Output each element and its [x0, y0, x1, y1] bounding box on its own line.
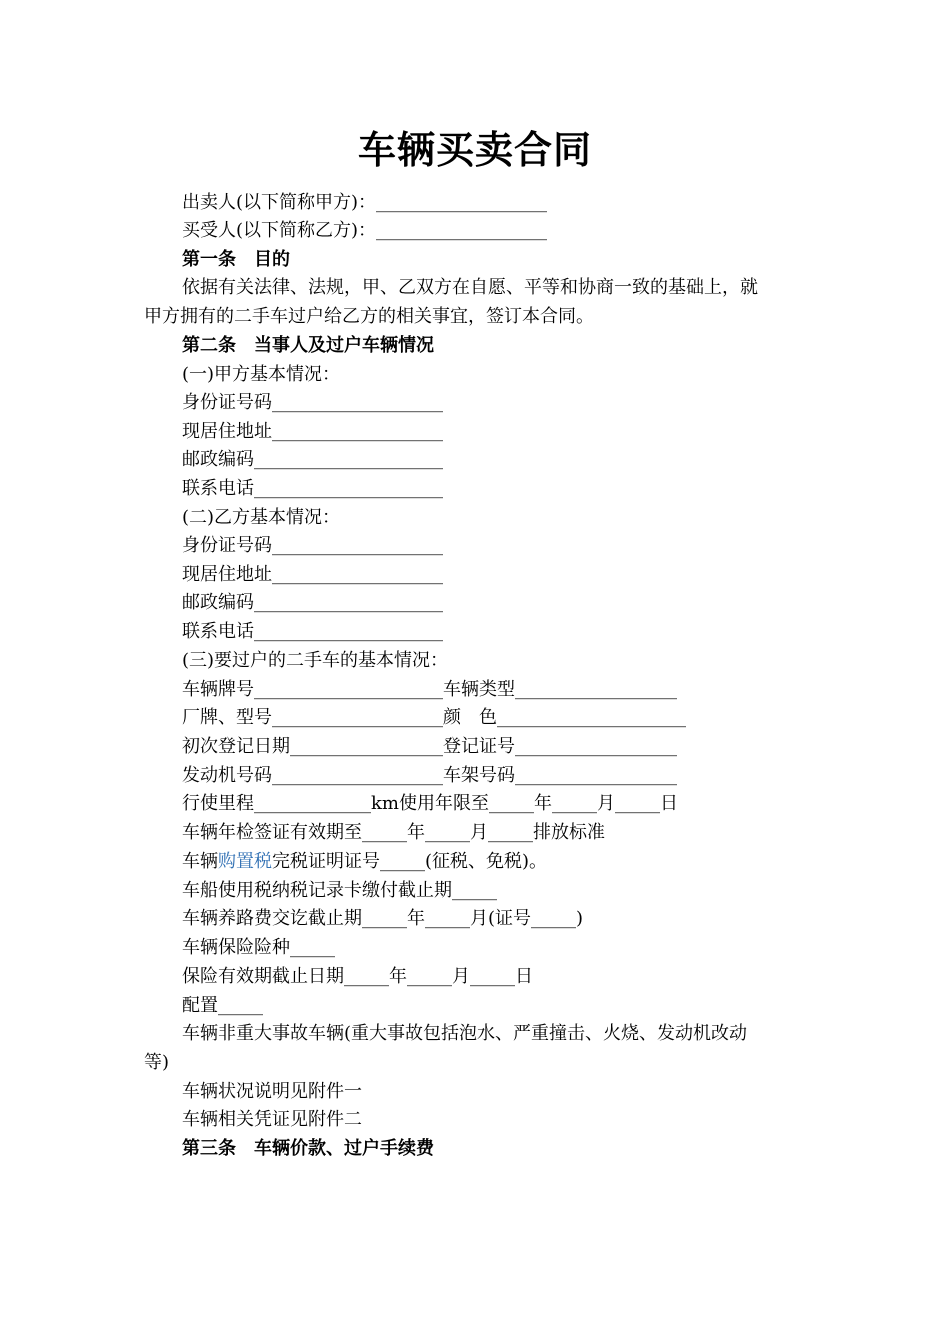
article-1-text-line-2: 甲方拥有的二手车过户给乙方的相关事宜，签订本合同。 [144, 306, 594, 327]
party-a-id: 身份证号码___________________ [182, 392, 443, 413]
purchase-tax-prefix: 车辆 [182, 851, 218, 872]
party-b-phone: 联系电话_____________________ [182, 621, 443, 642]
vehicle-registration: 初次登记日期_________________登记证号__________________ [182, 736, 677, 757]
party-a-postcode: 邮政编码_____________________ [182, 449, 443, 470]
vehicle-docs-attachment: 车辆相关凭证见附件二 [182, 1109, 362, 1130]
vehicle-status-attachment: 车辆状况说明见附件一 [182, 1081, 362, 1102]
vehicle-mileage: 行使里程_____________km使用年限至_____年_____月_____日 [182, 793, 678, 814]
vehicle-accident-line-2: 等) [144, 1052, 170, 1073]
vehicle-insurance-type: 车辆保险险种_____ [182, 937, 335, 958]
party-a-phone: 联系电话_____________________ [182, 478, 443, 499]
purchase-tax-suffix: 完税证明证号_____(征税、免税)。 [272, 851, 548, 872]
vehicle-road-fee: 车辆养路费交讫截止期_____年_____月(证号_____) [182, 908, 584, 929]
vehicle-config: 配置_____ [182, 995, 263, 1016]
article-2-heading: 第二条 当事人及过户车辆情况 [182, 335, 434, 356]
vehicle-vessel-tax: 车船使用税纳税记录卡缴付截止期_____ [182, 880, 497, 901]
vehicle-inspection: 车辆年检签证有效期至_____年_____月_____排放标准 [182, 822, 605, 843]
party-b-id: 身份证号码___________________ [182, 535, 443, 556]
party-b-address: 现居住地址___________________ [182, 564, 443, 585]
vehicle-accident-line-1: 车辆非重大事故车辆(重大事故包括泡水、严重撞击、火烧、发动机改动 [182, 1023, 748, 1044]
vehicle-brand-color: 厂牌、型号___________________颜 色_____________________ [182, 707, 686, 728]
vehicle-plate-type: 车辆牌号_____________________车辆类型__________________ [182, 679, 677, 700]
article-1-text-line-1: 依据有关法律、法规，甲、乙双方在自愿、平等和协商一致的基础上，就 [182, 277, 758, 298]
vehicle-heading: (三)要过户的二手车的基本情况： [182, 650, 449, 671]
vehicle-purchase-tax [182, 848, 547, 876]
party-b-postcode: 邮政编码_____________________ [182, 592, 443, 613]
article-3-heading: 第三条 车辆价款、过户手续费 [182, 1138, 434, 1159]
vehicle-insurance-date: 保险有效期截止日期_____年_____月_____日 [182, 966, 533, 987]
purchase-tax-link[interactable]: 购置税 [218, 851, 272, 872]
party-a-address: 现居住地址___________________ [182, 421, 443, 442]
party-a-heading: (一)甲方基本情况： [182, 364, 341, 385]
buyer-line: 买受人(以下简称乙方)：___________________ [182, 220, 548, 241]
party-b-heading: (二)乙方基本情况： [182, 507, 341, 528]
article-1-heading: 第一条 目的 [182, 249, 290, 270]
document-title: 车辆买卖合同 [357, 127, 592, 172]
seller-line: 出卖人(以下简称甲方)：___________________ [182, 192, 548, 213]
vehicle-engine-frame: 发动机号码___________________车架号码__________________ [182, 765, 677, 786]
